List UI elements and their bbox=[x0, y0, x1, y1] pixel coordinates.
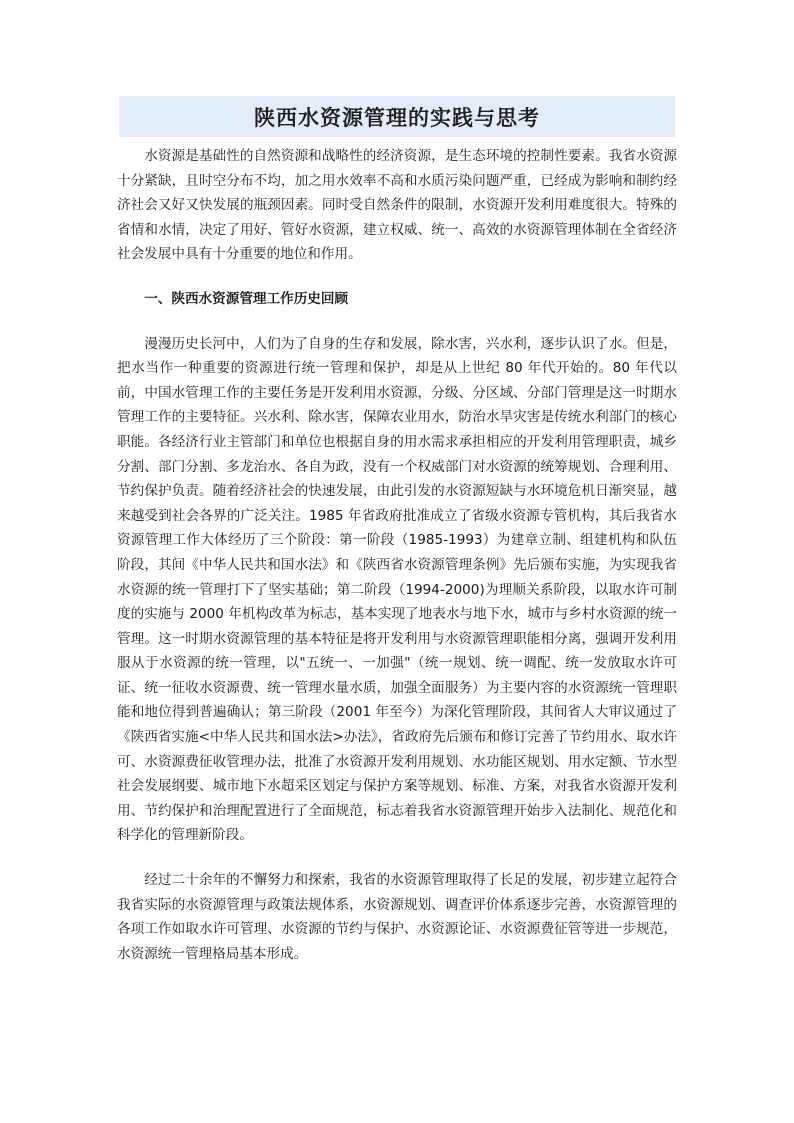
section-1-paragraph-2: 经过二十余年的不懈努力和探索，我省的水资源管理取得了长足的发展，初步建立起符合我省实际的水资源管理与政策法规体系，水资源规划、调查评价体系逐步完善，水资源管理的各项工作如取水许可管理、水资源的节约与保护、水资源论证、水资源费征管等进一步规范，水资源统一管理格局基本形成。 bbox=[117, 872, 677, 962]
document-title: 陕西水资源管理的实践与思考 bbox=[254, 104, 540, 130]
intro-paragraph: 水资源是基础性的自然资源和战略性的经济资源，是生态环境的控制性要素。我省水资源十分紧缺，且时空分布不均，加之用水效率不高和水质污染问题严重，已经成为影响和制约经济社会又好又快发展的瓶颈因素。同时受自然条件的限制，水资源开发利用难度很大。特殊的省情和水情，决定了用好、管好水资源，建立权威、统一、高效的水资源管理体制在全省经济社会发展中具有十分重要的地位和作用。 bbox=[117, 148, 677, 263]
document-body bbox=[117, 144, 677, 966]
section-1-paragraph-1: 漫漫历史长河中，人们为了自身的生存和发展，除水害，兴水利，逐步认识了水。但是，把水当作一种重要的资源进行统一管理和保护，却是从上世纪 80 年代开始的。80 年代以前，中国水管理工作的主要任务是开发利用水资源，分级、分区域、分部门管理是这一时期水管理工作的主要特征。兴水利、除水害，保障农业用水，防治水旱灾害是传统水利部门的核心职能。各经济行业主管部门和单位也根据自身的用水需求承担相应的开发利用管理职责，城乡分割、部门分割、多龙治水、各自为政，没有一个权威部门对水资源的统筹规划、合理利用、节约保护负责。随着经济社会的快速发展，由此引发的水资源短缺与水环境危机日渐突显，越来越受到社会各界的广泛关注。1985 年省政府批准成立了省级水资源专管机构，其后我省水资源管理工作大体经历了三个阶段：第一阶段（1985-1993）为建章立制、组建机构和队伍阶段，其间《中华人民共和国水法》和《陕西省水资源管理条例》先后颁布实施，为实现我省水资源的统一管理打下了坚实基础；第二阶段（1994-2000)为理顺关系阶段，以取水许可制度的实施与 2000 年机构改革为标志，基本实现了地表水与地下水，城市与乡村水资源的统一管理。这一时期水资源管理的基本特征是将开发利用与水资源管理职能相分离，强调开发利用服从于水资源的统一管理，以"五统一、一加强"（统一规划、统一调配、统一发放取水许可证、统一征收水资源费、统一管理水量水质，加强全面服务）为主要内容的水资源统一管理职能和地位得到普遍确认；第三阶段（2001 年至今）为深化管理阶段，其间省人大审议通过了《陕西省实施<中华人民共和国水法>办法》，省政府先后颁布和修订完善了节约用水、取水许可、水资源费征收管理办法，批准了水资源开发利用规划、水功能区规划、用水定额、节水型社会发展纲要、城市地下水超采区划定与保护方案等规划、标准、方案，对我省水资源开发利用、节约保护和治理配置进行了全面规范，标志着我省水资源管理开始步入法制化、规范化和科学化的管理新阶段。 bbox=[117, 335, 677, 844]
title-banner bbox=[119, 96, 675, 137]
section-1-heading: 一、陕西水资源管理工作历史回顾 bbox=[144, 290, 349, 307]
